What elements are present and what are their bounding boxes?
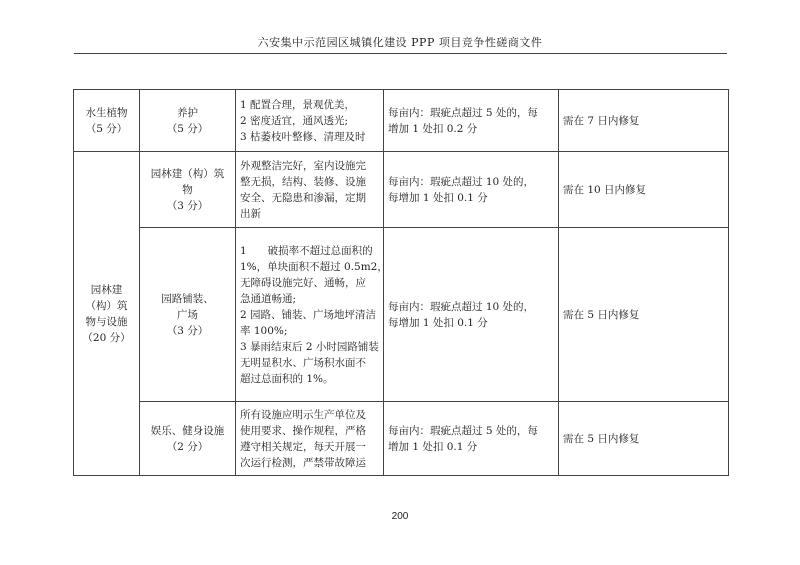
item-cell: 园路铺装、 广场 （3 分）: [140, 228, 236, 402]
remedy-cell: 需在 5 日内修复: [559, 228, 729, 402]
deduction-cell: 每亩内：瑕疵点超过 5 处的，每 增加 1 处扣 0.1 分: [384, 402, 559, 476]
remedy-cell: 需在 5 日内修复: [559, 402, 729, 476]
table-row: [74, 228, 729, 402]
deduction-cell: 每亩内：瑕疵点超过 10 处的， 每增加 1 处扣 0.1 分: [384, 152, 559, 228]
table-row: [74, 402, 729, 476]
requirements-cell: 1 配置合理，景观优美， 2 密度适宜，通风透光; 3 枯萎枝叶整修、清理及时: [236, 90, 384, 152]
standards-table: [73, 89, 729, 476]
requirements-cell: 外观整洁完好，室内设施完 整无损，结构、装修、设施 安全、无隐患和渗漏，定期 出新: [236, 152, 384, 228]
remedy-cell: 需在 7 日内修复: [559, 90, 729, 152]
page-number: 200: [391, 511, 409, 522]
table-row: [74, 152, 729, 228]
item-cell: 养护 （5 分）: [140, 90, 236, 152]
item-cell: 园林建（构）筑 物 （3 分）: [140, 152, 236, 228]
requirements-cell: 所有设施应明示生产单位及 使用要求、操作规程，严格 遵守相关规定，每天开展一 次运行检测，严禁带故障运: [236, 402, 384, 476]
category-cell: 水生植物 （5 分）: [74, 90, 140, 152]
item-cell: 娱乐、健身设施 （2 分）: [140, 402, 236, 476]
header-rule: [74, 53, 727, 54]
category-cell: 园林建 （构）筑 物与设施 （20 分）: [74, 152, 140, 476]
deduction-cell: 每亩内：瑕疵点超过 5 处的，每 增加 1 处扣 0.2 分: [384, 90, 559, 152]
requirements-cell: 1 破损率不超过总面积的 1%，单块面积不超过 0.5m2， 无障碍设施完好、通畅，应 急通道畅通; 2 园路、铺装、广场地坪清洁 率 100%; 3 暴雨结束后 2 小时园路铺装 无明显积水、广场积水面不 超过总面积的 1%。: [236, 228, 384, 402]
table-row: [74, 90, 729, 152]
document-header: 六安集中示范园区城镇化建设 PPP 项目竞争性磋商文件: [257, 36, 543, 49]
remedy-cell: 需在 10 日内修复: [559, 152, 729, 228]
deduction-cell: 每亩内：瑕疵点超过 10 处的， 每增加 1 处扣 0.1 分: [384, 228, 559, 402]
